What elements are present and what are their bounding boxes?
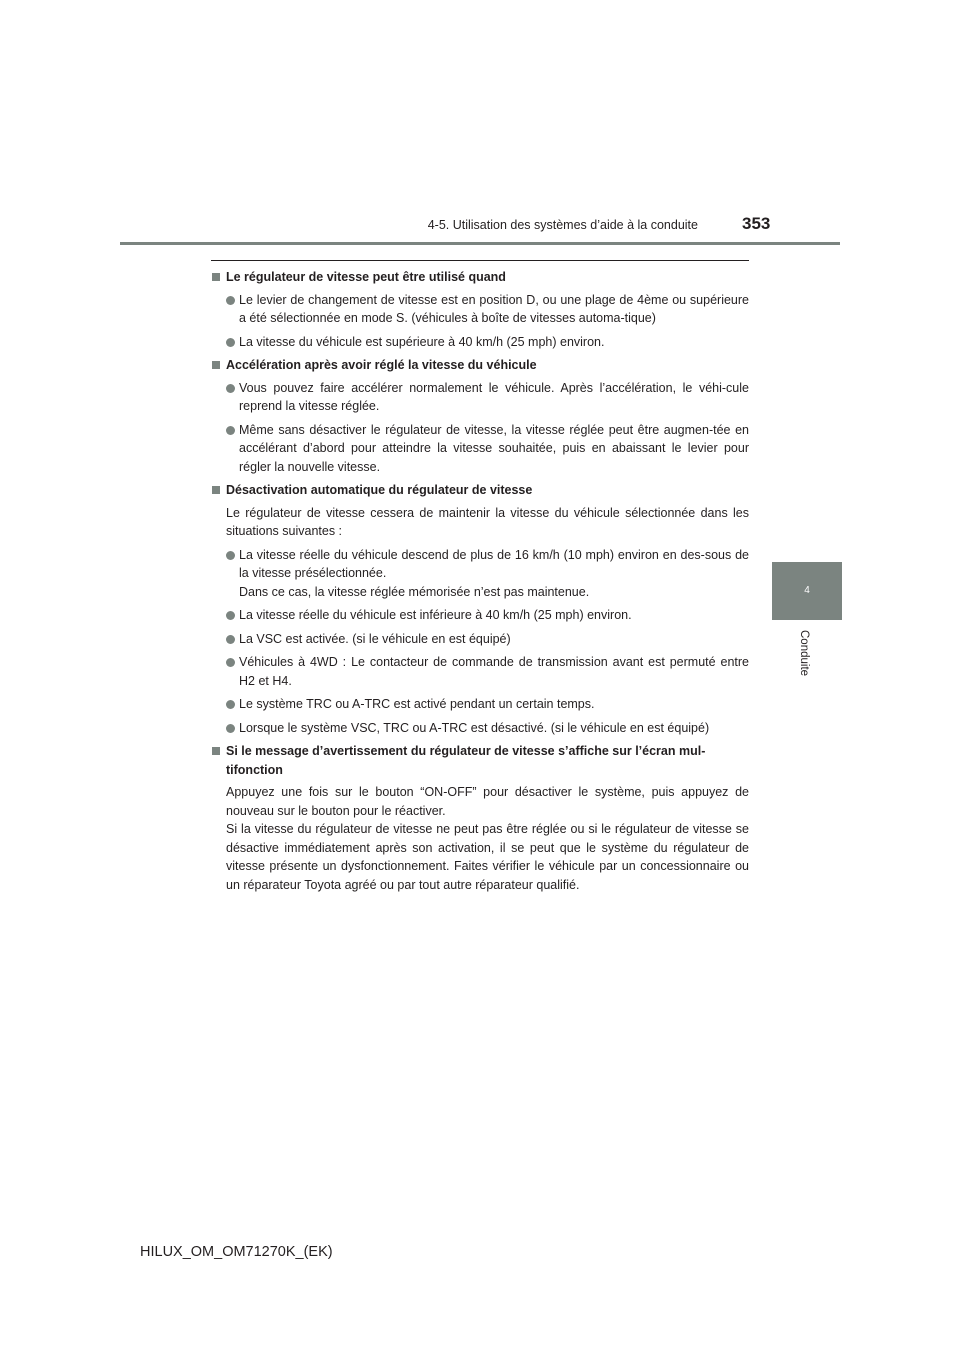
chapter-number: 4 — [804, 585, 810, 596]
bullet-item: La vitesse réelle du véhicule descend de plus de 16 km/h (10 mph) environ en des-sous de la vitesse présélectionnée. Dans ce cas, la vitesse réglée mémorisée n’est pas maintenue. — [211, 546, 749, 602]
section-warning-message — [211, 742, 749, 894]
bullet-item: La vitesse du véhicule est supérieure à 40 km/h (25 mph) environ. — [211, 333, 749, 352]
page-content — [211, 268, 749, 899]
section-body: Appuyez une fois sur le bouton “ON-OFF” pour désactiver le système, puis appuyez de nouveau sur le bouton pour le réactiver. Si la vitesse du régulateur de vitesse ne peut pas être réglée ou si le régulateur de vitesse se désactive immédiatement après son activation, il se peut que le système du régulateur de vitesse présente un dysfonctionnement. Faites vérifier le véhicule par un concessionnaire ou un réparateur Toyota agréé ou par tout autre réparateur qualifié. — [226, 785, 749, 892]
content-top-rule — [211, 260, 749, 261]
section-heading: Accélération après avoir réglé la vitesse du véhicule — [211, 356, 749, 375]
chapter-tab — [772, 562, 842, 620]
bullet-item: Le système TRC ou A-TRC est activé pendant un certain temps. — [211, 695, 749, 714]
section-intro: Le régulateur de vitesse cessera de maintenir la vitesse du véhicule sélectionnée dans les situations suivantes : — [226, 505, 749, 538]
bullet-item: Véhicules à 4WD : Le contacteur de commande de transmission avant est permuté entre H2 et H4. — [211, 653, 749, 690]
header-divider — [120, 242, 840, 245]
section-heading: Désactivation automatique du régulateur de vitesse — [211, 481, 749, 500]
bullet-item: Même sans désactiver le régulateur de vitesse, la vitesse réglée peut être augmen-tée en accélérant d’abord pour atteindre la vitesse souhaitée, puis en abaissant le levier pour régler la nouvelle vitesse. — [211, 421, 749, 477]
page-number: 353 — [742, 214, 771, 233]
section-acceleration — [211, 356, 749, 476]
section-auto-deactivation — [211, 481, 749, 737]
section-title: 4-5. Utilisation des systèmes d’aide à la conduite — [427, 218, 698, 232]
bullet-item: Vous pouvez faire accélérer normalement le véhicule. Après l’accélération, le véhi-cule reprend la vitesse réglée. — [211, 379, 749, 416]
section-heading: Si le message d’avertissement du régulateur de vitesse s’affiche sur l’écran mul-tifonction — [211, 742, 749, 779]
document-code: HILUX_OM_OM71270K_(EK) — [140, 1244, 333, 1260]
bullet-item: Lorsque le système VSC, TRC ou A-TRC est désactivé. (si le véhicule en est équipé) — [211, 719, 749, 738]
bullet-item: Le levier de changement de vitesse est en position D, ou une plage de 4ème ou supérieure a été sélectionnée en mode S. (véhicules à boîte de vitesses automa-tique) — [211, 291, 749, 328]
section-heading: Le régulateur de vitesse peut être utilisé quand — [211, 268, 749, 287]
bullet-item: La VSC est activée. (si le véhicule en est équipé) — [211, 630, 749, 649]
section-conditions — [211, 268, 749, 351]
chapter-label: Conduite — [798, 630, 810, 677]
bullet-item: La vitesse réelle du véhicule est inférieure à 40 km/h (25 mph) environ. — [211, 606, 749, 625]
